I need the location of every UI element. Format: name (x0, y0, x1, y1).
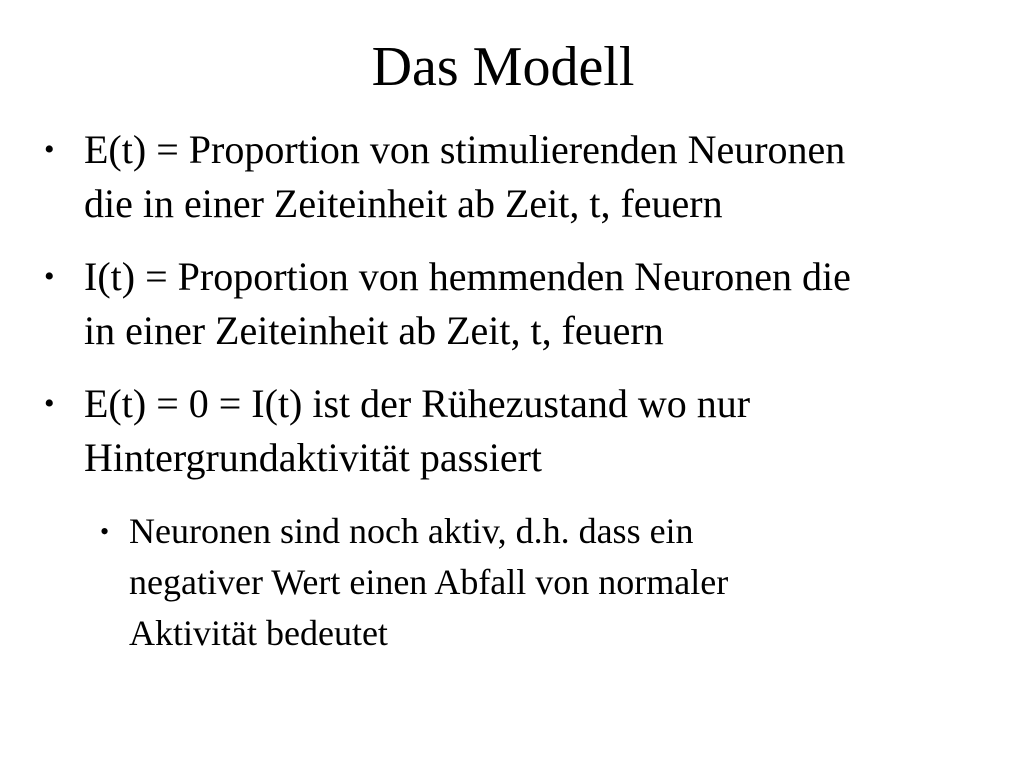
bullet-line: E(t) = 0 = I(t) ist der Rühezustand wo nur (84, 381, 751, 426)
bullet-line: I(t) = Proportion von hemmenden Neuronen die (84, 254, 851, 299)
sub-bullet-line: Neuronen sind noch aktiv, d.h. dass ein (129, 511, 694, 551)
bullet-marker-icon: • (44, 260, 55, 293)
bullet-line: E(t) = Proportion von stimulierenden Neuronen (84, 127, 846, 172)
sub-bullet-text (129, 506, 728, 659)
sub-bullet-line: negativer Wert einen Abfall von normaler (129, 562, 729, 602)
sub-bullet-line: Aktivität bedeutet (129, 613, 388, 653)
bullet-text (84, 377, 750, 485)
bullet-line: Hintergrundaktivität passiert (84, 435, 543, 480)
slide-title: Das Modell (371, 36, 635, 98)
bullet-marker-icon: • (44, 133, 55, 166)
bullet-marker-icon: • (44, 387, 55, 420)
bullet-line: die in einer Zeiteinheit ab Zeit, t, feuern (84, 181, 723, 226)
bullet-text (84, 123, 845, 231)
bullet-line: in einer Zeiteinheit ab Zeit, t, feuern (84, 308, 664, 353)
sub-bullet-marker-icon: • (100, 517, 110, 546)
bullet-text (84, 250, 851, 358)
